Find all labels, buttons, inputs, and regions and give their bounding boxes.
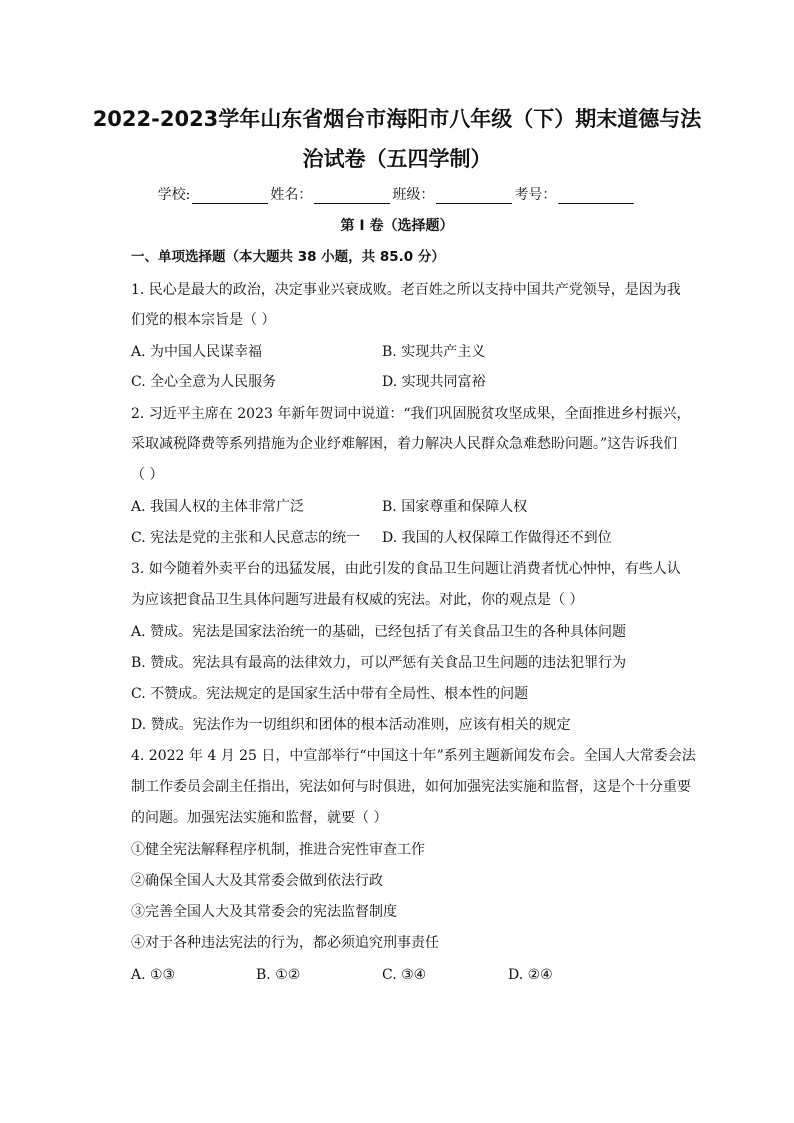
question-4-statement-2: ②确保全国人大及其常委会做到依法行政 xyxy=(131,873,383,889)
question-4-statement-3: ③完善全国人大及其常委会的宪法监督制度 xyxy=(131,904,397,920)
name-field: 姓名： xyxy=(270,184,392,204)
question-2-option-c: C. 宪法是党的主张和人民意志的统一 xyxy=(131,530,361,546)
part-title: 一、单项选择题（本大题共 38 小题，共 85.0 分） xyxy=(131,249,445,265)
page-title-line1: 2022-2023学年山东省烟台市海阳市八年级（下）期末道德与法 xyxy=(92,107,702,131)
question-3-option-c: C. 不赞成。宪法规定的是国家生活中带有全局性、根本性的问题 xyxy=(131,686,529,702)
question-4-line-2: 制工作委员会副主任指出，宪法如何与时俱进，如何加强宪法实施和监督，这是个十分重要 xyxy=(131,779,691,795)
question-4-statement-1: ①健全宪法解释程序机制，推进合宪性审查工作 xyxy=(131,842,425,858)
school-blank xyxy=(192,189,268,204)
question-4-option-a: A. ①③ xyxy=(131,967,176,983)
question-2-line-2: 采取减税降费等系列措施为企业纾难解困，着力解决人民群众急难愁盼问题。”这告诉我们 xyxy=(131,436,678,452)
student-info-line xyxy=(130,184,664,204)
question-3-option-b: B. 赞成。宪法具有最高的法律效力，可以严惩有关食品卫生问题的违法犯罪行为 xyxy=(131,655,627,671)
question-3-option-d: D. 赞成。宪法作为一切组织和团体的根本活动准则，应该有相关的规定 xyxy=(131,717,571,733)
question-1-option-c: C. 全心全意为人民服务 xyxy=(131,374,277,390)
question-1-line-1: 1. 民心是最大的政治，决定事业兴衰成败。老百姓之所以支持中国共产党领导，是因为我 xyxy=(131,282,681,298)
name-blank xyxy=(314,189,390,204)
question-4-line-3: 的问题。加强宪法实施和监督，就要（ ） xyxy=(131,810,388,826)
question-1-line-2: 们党的根本宗旨是（ ） xyxy=(131,312,276,328)
question-2-option-b: B. 国家尊重和保障人权 xyxy=(382,499,528,515)
question-1-option-d: D. 实现共同富裕 xyxy=(382,374,486,390)
question-4-line-1: 4. 2022 年 4 月 25 日，中宣部举行“中国这十年”系列主题新闻发布会。全国人大常委会法 xyxy=(131,748,696,764)
school-field: 学校: xyxy=(158,184,271,204)
question-4-option-b: B. ①② xyxy=(256,967,301,983)
class-field: 班级： xyxy=(392,184,514,204)
question-1-option-b: B. 实现共产主义 xyxy=(382,344,486,360)
question-2-line-1: 2. 习近平主席在 2023 年新年贺词中说道：“我们巩固脱贫攻坚成果，全面推进乡村振兴， xyxy=(131,406,691,422)
question-2-line-3: （ ） xyxy=(131,467,164,483)
exam-number-field: 考号： xyxy=(514,184,636,204)
question-2-option-d: D. 我国的人权保障工作做得还不到位 xyxy=(382,530,612,546)
question-4-option-c: C. ③④ xyxy=(382,967,427,983)
question-4-statement-4: ④对于各种违法宪法的行为，都必须追究刑事责任 xyxy=(131,935,439,951)
section-title: 第 I 卷（选择题） xyxy=(340,218,454,234)
question-2-option-a: A. 我国人权的主体非常广泛 xyxy=(131,499,305,515)
class-blank xyxy=(436,189,512,204)
page-title-line2: 治试卷（五四学制） xyxy=(302,147,492,171)
question-3-line-1: 3. 如今随着外卖平台的迅猛发展，由此引发的食品卫生问题让消费者忧心忡忡，有些人认 xyxy=(131,561,681,577)
question-1-option-a: A. 为中国人民谋幸福 xyxy=(131,344,263,360)
exam-number-blank xyxy=(558,189,634,204)
question-3-line-2: 为应该把食品卫生具体问题写进最有权威的宪法。对此，你的观点是（ ） xyxy=(131,592,584,608)
question-4-option-d: D. ②④ xyxy=(508,967,553,983)
question-3-option-a: A. 赞成。宪法是国家法治统一的基础，已经包括了有关食品卫生的各种具体问题 xyxy=(131,624,627,640)
